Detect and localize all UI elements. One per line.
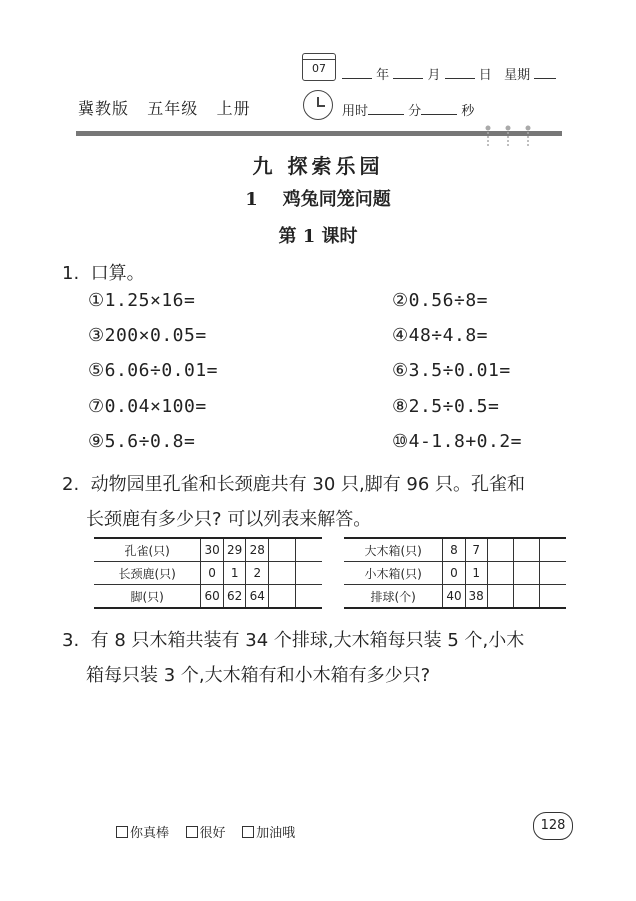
q3-line2: 箱每只装 3 个,大木箱有和小木箱有多少只? — [86, 665, 431, 686]
period-title: 第 1 课时 — [278, 226, 358, 247]
table-row — [344, 562, 566, 585]
unit-title: 九 探索乐园 — [252, 154, 384, 178]
q3-text — [62, 623, 602, 693]
q1-item: ③200×0.05= — [88, 325, 207, 346]
weekday-label: 星期 — [504, 68, 531, 83]
table-row — [94, 538, 322, 562]
table-cell: 30 — [201, 538, 224, 562]
table-cell[interactable] — [514, 585, 540, 609]
table-cell: 1 — [223, 562, 246, 585]
q1-item: ①1.25×16= — [88, 290, 196, 311]
table-cell: 小木箱(只) — [344, 562, 443, 585]
time-label: 用时 — [342, 104, 369, 119]
checkbox-icon — [186, 826, 198, 838]
calendar-icon-text: 07 — [312, 62, 326, 75]
table-cell[interactable] — [487, 585, 513, 609]
checkbox-icon — [116, 826, 128, 838]
table-cell[interactable] — [269, 562, 296, 585]
textbook-name: 冀教版 — [78, 99, 130, 118]
table-cell[interactable] — [269, 585, 296, 609]
table-cell[interactable] — [540, 562, 566, 585]
table-cell: 0 — [443, 562, 465, 585]
table-cell[interactable] — [487, 562, 513, 585]
table-cell: 60 — [201, 585, 224, 609]
q1-item: ⑧2.5÷0.5= — [392, 396, 500, 417]
table-cell: 62 — [223, 585, 246, 609]
rating-option-great[interactable]: 你真棒 — [116, 826, 169, 841]
day-label: 日 — [478, 68, 492, 83]
volume-label: 上册 — [216, 99, 251, 118]
time-line — [342, 100, 474, 119]
textbook-info — [78, 96, 251, 119]
table-cell: 0 — [201, 562, 224, 585]
year-label: 年 — [376, 68, 390, 83]
second-label: 秒 — [461, 104, 475, 119]
table-cell: 孔雀(只) — [94, 538, 201, 562]
table-cell: 38 — [465, 585, 487, 609]
table-cell: 7 — [465, 538, 487, 562]
grade-label: 五年级 — [147, 99, 199, 118]
month-label: 月 — [427, 68, 441, 83]
table-cell[interactable] — [487, 538, 513, 562]
clock-icon — [303, 90, 333, 120]
q2-number: 2. — [62, 474, 80, 495]
box-ball-table — [344, 537, 566, 609]
table-cell: 大木箱(只) — [344, 538, 443, 562]
table-cell[interactable] — [295, 538, 322, 562]
table-cell: 40 — [443, 585, 465, 609]
table-row — [344, 585, 566, 609]
table-cell: 28 — [246, 538, 269, 562]
lesson-name: 鸡兔同笼问题 — [282, 189, 391, 210]
table-cell: 29 — [223, 538, 246, 562]
table-row — [344, 538, 566, 562]
table-cell[interactable] — [514, 562, 540, 585]
rating-row — [116, 822, 295, 841]
page-number: 128 — [533, 812, 573, 840]
q1-item: ⑦0.04×100= — [88, 396, 207, 417]
decor-dots — [482, 124, 542, 144]
table-cell[interactable] — [295, 562, 322, 585]
q3-line1: 有 8 只木箱共装有 34 个排球,大木箱每只装 5 个,小木 — [90, 630, 525, 651]
q1-item: ⑤6.06÷0.01= — [88, 360, 219, 381]
date-line — [342, 64, 556, 83]
table-cell: 排球(个) — [344, 585, 443, 609]
table-cell: 2 — [246, 562, 269, 585]
q1-item: ⑥3.5÷0.01= — [392, 360, 511, 381]
rating-option-keep-going[interactable]: 加油哦 — [242, 826, 295, 841]
lesson-number: 1 — [245, 189, 258, 210]
table-cell[interactable] — [295, 585, 322, 609]
calendar-icon — [302, 53, 336, 81]
minute-label: 分 — [408, 104, 422, 119]
lesson-title — [0, 185, 636, 211]
table-cell[interactable] — [540, 585, 566, 609]
rating-option-good[interactable]: 很好 — [186, 826, 226, 841]
table-cell: 脚(只) — [94, 585, 201, 609]
q1-prompt: 口算。 — [90, 263, 145, 284]
q1-heading — [62, 259, 145, 285]
q1-number: 1. — [62, 263, 80, 284]
q1-item: ⑩4-1.8+0.2= — [392, 431, 523, 452]
table-cell[interactable] — [540, 538, 566, 562]
q1-item: ⑨5.6÷0.8= — [88, 431, 196, 452]
table-cell: 长颈鹿(只) — [94, 562, 201, 585]
table-cell[interactable] — [269, 538, 296, 562]
table-cell: 8 — [443, 538, 465, 562]
peacock-giraffe-table — [94, 537, 322, 609]
table-cell: 64 — [246, 585, 269, 609]
table-cell: 1 — [465, 562, 487, 585]
q2-line1: 动物园里孔雀和长颈鹿共有 30 只,脚有 96 只。孔雀和 — [90, 474, 526, 495]
q1-item: ④48÷4.8= — [392, 325, 488, 346]
checkbox-icon — [242, 826, 254, 838]
table-cell[interactable] — [514, 538, 540, 562]
q2-line2: 长颈鹿有多少只? 可以列表来解答。 — [86, 509, 372, 530]
q3-number: 3. — [62, 630, 80, 651]
table-row — [94, 585, 322, 609]
q2-text — [62, 467, 602, 537]
q1-item: ②0.56÷8= — [392, 290, 488, 311]
table-row — [94, 562, 322, 585]
